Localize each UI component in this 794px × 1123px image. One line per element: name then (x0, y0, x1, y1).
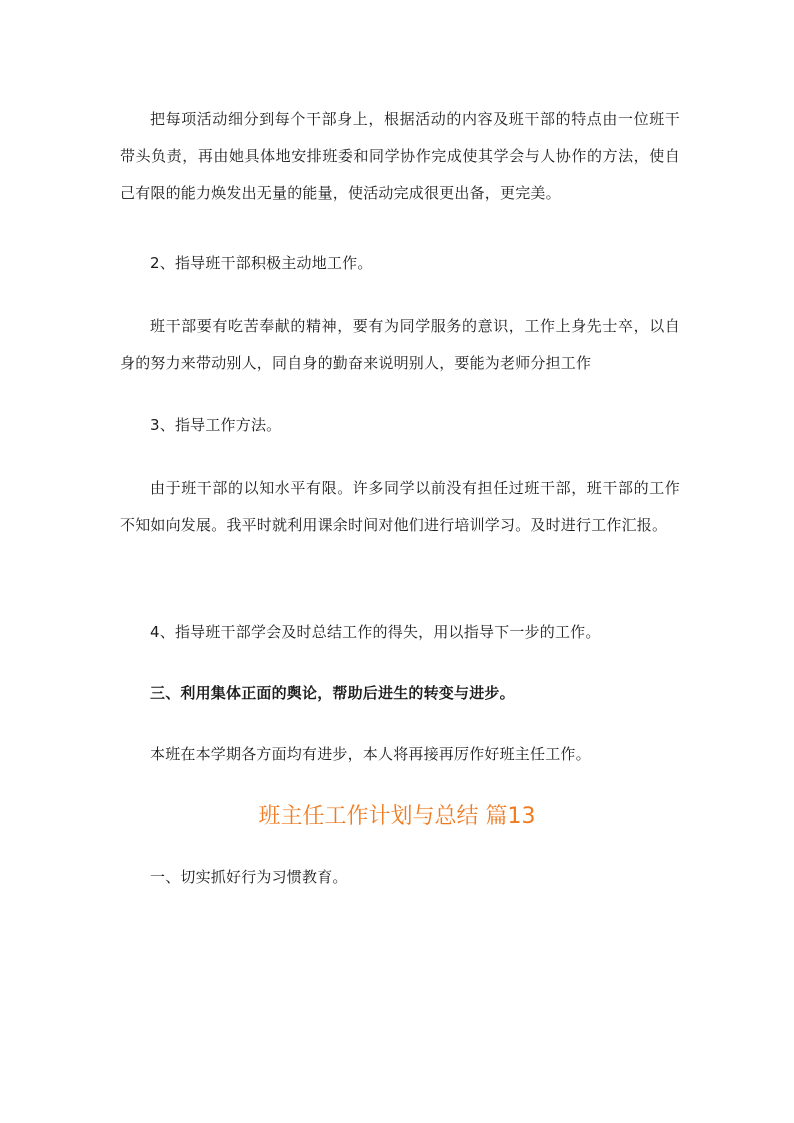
section-heading: 班主任工作计划与总结 篇13 (258, 804, 536, 829)
paragraph-behavior-habits: 一、切实抓好行为习惯教育。 (150, 868, 348, 886)
paragraph-class-cadre-activities: 把每项活动细分到每个干部身上，根据活动的内容及班干部的特点由一位班干带头负责，再由她具体地安排班委和同学协作完成使其学会与人协作的方法，使自己有限的能力焕发出无量的能量，使活动完成很更出备，更完美。 (120, 110, 680, 202)
paragraph-point-2-title: 2、指导班干部积极主动地工作。 (150, 254, 373, 272)
paragraph-section-three-title: 三、利用集体正面的舆论，帮助后进生的转变与进步。 (150, 684, 515, 702)
paragraph-work-methods: 由于班干部的以知水平有限。许多同学以前没有担任过班干部，班干部的工作不知如向发展。我平时就利用课余时间对他们进行培训学习。及时进行工作汇报。 (120, 479, 680, 534)
paragraph-progress-summary: 本班在本学期各方面均有进步，本人将再接再厉作好班主任工作。 (150, 745, 591, 763)
paragraph-point-4-title: 4、指导班干部学会及时总结工作的得失，用以指导下一步的工作。 (150, 623, 601, 641)
paragraph-cadre-spirit: 班干部要有吃苦奉献的精神，要有为同学服务的意识，工作上身先士卒，以自身的努力来带动别人，同自身的勤奋来说明别人，要能为老师分担工作 (120, 317, 680, 372)
paragraph-point-3-title: 3、指导工作方法。 (150, 416, 282, 434)
